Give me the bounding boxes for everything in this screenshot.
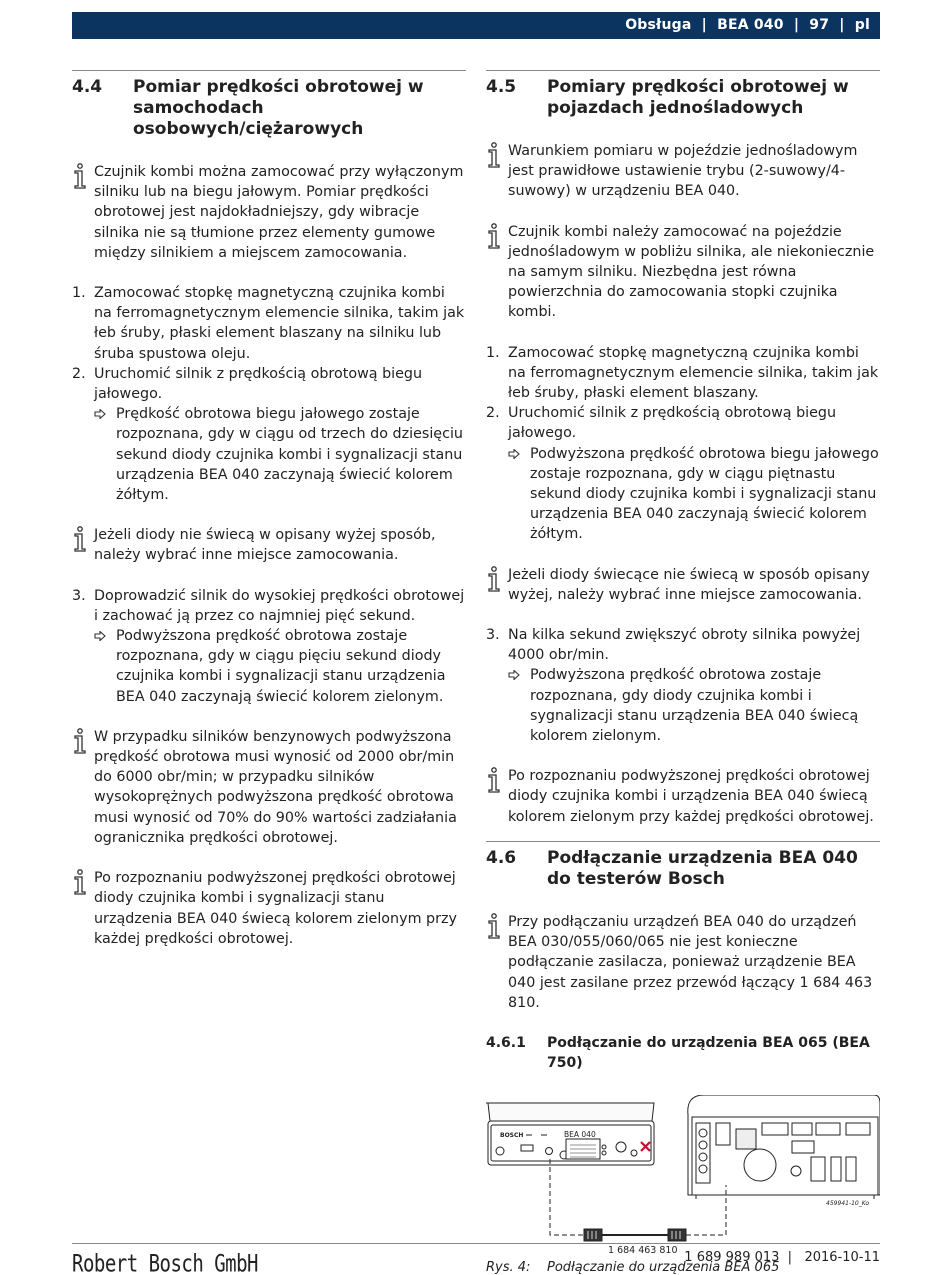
subsection-title: Podłączanie do urządzenia BEA 065 (BEA 750) xyxy=(547,1034,870,1071)
result-arrow-icon xyxy=(94,631,106,641)
step-1 xyxy=(72,283,466,364)
step-2-result xyxy=(486,444,880,545)
info-note xyxy=(486,565,880,605)
step-text: Zamocować stopkę magnetyczną czujnika kombi na ferromagnetycznym elemencie silnika, takim jak łeb śruby, płaski element blaszany. xyxy=(508,344,879,402)
step-2 xyxy=(486,403,880,443)
footer-brand-logo: Robert Bosch GmbH xyxy=(72,1250,258,1275)
bea-065-tester xyxy=(688,1095,880,1199)
step-number: 1. xyxy=(72,285,86,302)
section-4-5-heading xyxy=(486,70,880,119)
info-note xyxy=(72,162,466,263)
note-text: Po rozpoznaniu podwyższonej prędkości obrotowej diody czujnika kombi i sygnalizacji stanu urządzenia BEA 040 świecą kolorem zielonym przy każdej prędkości obrotowej. xyxy=(94,870,457,947)
step-number: 2. xyxy=(486,405,500,422)
section-4-6-heading xyxy=(486,841,880,890)
info-note xyxy=(72,525,466,565)
result-arrow-icon xyxy=(94,409,106,419)
info-note xyxy=(72,727,466,848)
section-4-4-heading xyxy=(72,70,466,140)
footer-document-info: 1 689 989 013 | 2016-10-11 xyxy=(684,1250,880,1265)
info-note xyxy=(486,222,880,323)
section-4-6-1-heading xyxy=(486,1033,880,1073)
info-icon xyxy=(72,163,88,189)
result-arrow-icon xyxy=(508,670,520,680)
info-note xyxy=(486,912,880,1013)
step-text: Na kilka sekund zwiększyć obroty silnika powyżej 4000 obr/min. xyxy=(508,627,861,664)
footer-divider xyxy=(72,1243,880,1244)
section-number: 4.4 xyxy=(72,77,103,97)
info-note xyxy=(486,141,880,202)
step-text: Uruchomić silnik z prędkością obrotową biegu jałowego. xyxy=(508,405,837,442)
step-text: Doprowadzić silnik do wysokiej prędkości obrotowej i zachować ją przez co najmniej pięć sekund. xyxy=(94,587,465,624)
step-text: Uruchomić silnik z prędkością obrotową biegu jałowego. xyxy=(94,365,423,403)
info-icon xyxy=(486,223,502,249)
note-text: Po rozpoznaniu podwyższonej prędkości obrotowej diody czujnika kombi i urządzenia BEA 040 świecą kolorem zielonym przy każdej prędkości obrotowej. xyxy=(508,768,874,825)
step-3-result xyxy=(72,626,466,707)
right-column xyxy=(486,70,880,1275)
connection-figure xyxy=(486,1095,880,1255)
info-note xyxy=(72,868,466,949)
caption-text: Podłączanie do urządzenia BEA 065 xyxy=(547,1259,780,1275)
fig-device-brand: BOSCH xyxy=(500,1131,524,1139)
section-number: 4.6 xyxy=(486,847,517,868)
header-text: Obsługa | BEA 040 | 97 | pl xyxy=(625,17,870,33)
result-text: Podwyższona prędkość obrotowa zostaje rozpoznana, gdy diody czujnika kombi i sygnalizacji stanu urządzenia BEA 040 świecą kolorem zielonym. xyxy=(530,667,859,745)
note-text: Warunkiem pomiaru w pojeździe jednośladowym jest prawidłowe ustawienie trybu (2-suwowy/4-suwowy) w urządzeniu BEA 040. xyxy=(508,143,858,200)
section-title: Pomiary prędkości obrotowej w pojazdach jednośladowych xyxy=(547,77,849,118)
result-arrow-icon xyxy=(508,449,520,459)
info-icon xyxy=(486,767,502,793)
result-text: Podwyższona prędkość obrotowa biegu jałowego zostaje rozpoznana, gdy w ciągu piętnastu sekund diody czujnika kombi i sygnalizacji stanu urządzenia BEA 040 zaczynają świecić kolorem żółtym. xyxy=(530,445,879,543)
result-text: Podwyższona prędkość obrotowa zostaje rozpoznana, gdy w ciągu pięciu sekund diody czujnika kombi i sygnalizacji stanu urządzenia BEA 040 zaczynają świecić kolorem zielonym. xyxy=(116,628,446,705)
info-icon xyxy=(486,913,502,939)
step-number: 3. xyxy=(486,627,500,644)
header-bar xyxy=(72,12,880,39)
note-text: Czujnik kombi można zamocować przy wyłączonym silniku lub na biegu jałowym. Pomiar prędkości obrotowej jest najdokładniejszy, gdy wibracje silnika nie są tłumione przez elementy gumowe między silnikiem a miejscem zamocowania. xyxy=(94,164,464,261)
info-icon xyxy=(72,526,88,552)
section-number: 4.5 xyxy=(486,77,517,97)
step-1 xyxy=(486,343,880,404)
fig-cable-label: 1 684 463 810 xyxy=(608,1244,678,1255)
step-number: 2. xyxy=(72,365,86,382)
info-icon xyxy=(486,142,502,168)
note-text: Przy podłączaniu urządzeń BEA 040 do urządzeń BEA 030/055/060/065 nie jest konieczne podłączanie zasilacza, ponieważ urządzenie BEA 040 jest zasilane przez przewód łączący 1 684 463 810. xyxy=(508,913,873,1011)
step-number: 1. xyxy=(486,344,500,361)
step-number: 3. xyxy=(72,587,86,604)
subsection-number: 4.6.1 xyxy=(486,1034,526,1051)
step-3 xyxy=(72,586,466,626)
connection-diagram xyxy=(486,1095,880,1255)
step-3-result xyxy=(486,665,880,746)
note-text: Czujnik kombi należy zamocować na pojeździe jednośladowym w pobliżu silnika, ale niekoniecznie na samym silniku. Niezbędna jest równa powierzchnia do zamocowania stopki czujnika kombi. xyxy=(508,223,875,321)
info-icon xyxy=(72,869,88,895)
step-3 xyxy=(486,625,880,665)
left-column xyxy=(72,70,466,969)
step-2-result xyxy=(72,404,466,505)
section-title: Pomiar prędkości obrotowej w samochodach osobowych/ciężarowych xyxy=(133,77,424,139)
note-text: W przypadku silników benzynowych podwyższona prędkość obrotowa musi wynosić od 2000 obr/min do 6000 obr/min; w przypadku silników wysokoprężnych podwyższona prędkość obrotowa musi wynosić od 70% do 90% wartości zadziałania ogranicznika prędkości obrotowej. xyxy=(94,728,457,846)
note-text: Jeżeli diody nie świecą w opisany wyżej sposób, należy wybrać inne miejsce zamocowania. xyxy=(94,527,436,564)
info-icon xyxy=(72,728,88,754)
result-text: Prędkość obrotowa biegu jałowego zostaje rozpoznana, gdy w ciągu od trzech do dziesięciu sekund diody czujnika kombi i sygnalizacji stanu urządzenia BEA 040 zaczynają świecić kolorem żółtym. xyxy=(116,406,463,504)
step-2 xyxy=(72,364,466,404)
step-text: Zamocować stopkę magnetyczną czujnika kombi na ferromagnetycznym elemencie silnika, takim jak łeb śruby, płaski element blaszany na silniku lub śruba spustowa oleju. xyxy=(94,285,465,362)
note-text: Jeżeli diody świecące nie świecą w sposób opisany wyżej, należy wybrać inne miejsce zamocowania. xyxy=(508,566,870,603)
fig-device-label: BEA 040 xyxy=(564,1129,596,1139)
fig-reference-code: 459941-10_Ko xyxy=(826,1199,870,1207)
caption-label: Rys. 4: xyxy=(486,1259,531,1275)
info-icon xyxy=(486,566,502,592)
info-note xyxy=(486,766,880,827)
section-title: Podłączanie urządzenia BEA 040 do testerów Bosch xyxy=(547,847,858,889)
